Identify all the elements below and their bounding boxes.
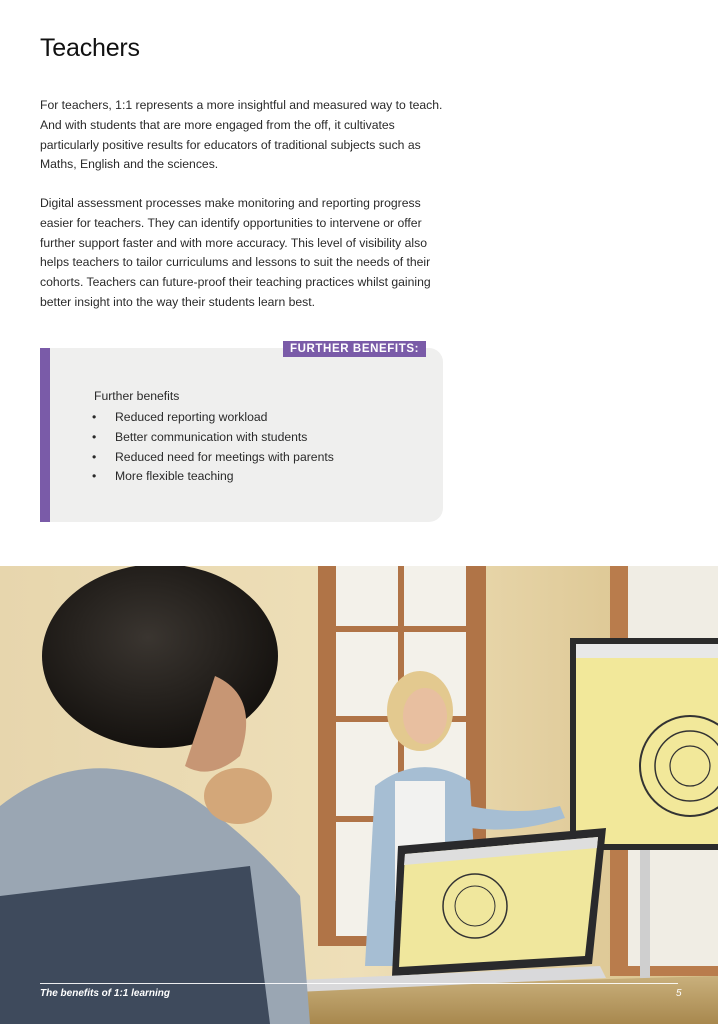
benefits-heading: Further benefits [94,389,180,403]
benefit-text: More flexible teaching [115,469,234,484]
bullet-icon: • [92,429,97,444]
assessment-paragraph: Digital assessment processes make monitoring and reporting progress easier for teachers. They can identify opportunities to intervene or offer further support faster and with more accuracy. This level of visibility also helps teachers to tailor curriculums and lessons to suit the needs of their cohorts. Teachers can future-proof their teaching practices whilst gaining better insight into the way their students learn best. [40,196,431,309]
benefit-text: Reduced reporting workload [115,410,268,424]
benefits-list [92,408,334,487]
benefit-text: Reduced need for meetings with parents [115,449,334,464]
further-benefits-label: FURTHER BENEFITS: [283,341,426,357]
benefit-item [92,448,334,468]
intro-paragraph: For teachers, 1:1 represents a more insightful and measured way to teach. And with students that are more engaged from the off, it cultivates particularly positive results for educators of traditional subjects such as Maths, English and the sciences. [40,98,443,172]
accent-bar [40,348,50,522]
bullet-icon: • [92,410,97,424]
bullet-icon: • [92,469,97,484]
benefit-text: Better communication with students [115,429,308,444]
benefit-item [92,428,334,448]
classroom-photo [0,566,718,1024]
page-number: 5 [676,988,682,999]
benefit-item [92,467,334,487]
benefit-item [92,408,334,428]
bullet-icon: • [92,449,97,464]
classroom-illustration [0,566,718,1024]
footer-title: The benefits of 1:1 learning [40,988,171,999]
page-title: Teachers [40,34,140,62]
footer-divider [40,983,678,984]
